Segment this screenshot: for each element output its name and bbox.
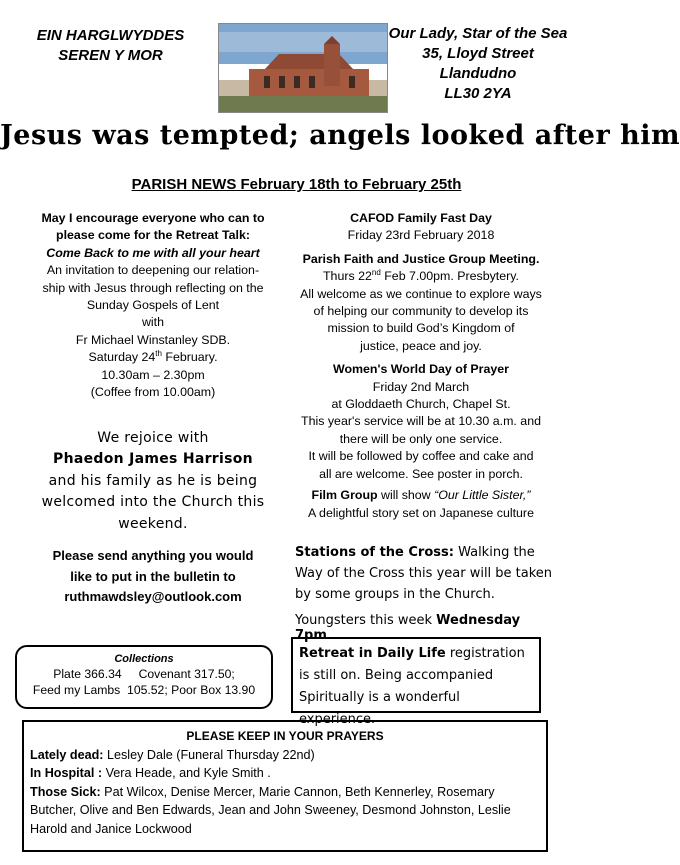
church-photo [218,23,388,113]
retreat-daily-label: Retreat in Daily Life [299,646,446,661]
hospital-text: Vera Heade, and Kyle Smith . [102,766,271,781]
womens-day-line1: Friday 2nd March [372,379,470,394]
cafod-title: CAFOD Family Fast Day [350,211,492,225]
rejoice-line4: welcomed into the Church this [41,494,265,511]
faith-justice-line5: justice, peace and joy. [360,338,482,353]
cafod-date: Friday 23rd February 2018 [347,228,495,243]
retreat-date-a: Saturday 24 [88,350,156,365]
collections-line1: Plate 366.34 Covenant 317.50; [53,667,235,681]
welsh-name-line2: SEREN Y MOR [58,47,163,64]
faith-justice-when-sup: nd [371,268,381,278]
church-welsh-name [18,26,203,66]
sick-text: Pat Wilcox, Denise Mercer, Marie Cannon, Beth Kennerley, Rosemary Butcher, Olive and Ben Edwards, Jean and John Sweeney, Desmond Johnston, Leslie Harold and Janice Lockwood [30,784,511,836]
film-group-label: Film Group [311,488,378,503]
stations-label: Stations of the Cross: [295,545,454,560]
send-line1: Please send anything you would [52,548,254,563]
rejoice-notice [20,428,286,535]
film-title: “Our Little Sister,” [434,488,531,503]
retreat-line7: with [141,315,165,330]
rejoice-line5: weekend. [118,515,188,532]
right-column-notices [291,210,551,522]
faith-justice-line3: of helping our community to develop its [313,304,529,319]
address-line2: 35, Lloyd Street [422,45,534,62]
welsh-name-line1: EIN HARGLWYDDES [36,27,185,44]
rejoice-line1: We rejoice with [97,430,209,446]
womens-day-line2: at Gloddaeth Church, Chapel St. [331,397,511,412]
page-headline: Jesus was tempted; angels looked after him [0,120,680,151]
retreat-time: 10.30am – 2.30pm [101,367,205,382]
sick-label: Those Sick: [30,784,101,799]
womens-day-line3: This year's service will be at 10.30 a.m. and [301,414,541,429]
church-address [383,24,573,104]
film-group-line1 [291,487,551,504]
bulletin-send-notice [20,546,286,608]
retreat-date-sup: th [155,349,162,359]
lately-dead-text: Lesley Dale (Funeral Thursday 22nd) [103,747,315,762]
retreat-line4: An invitation to deepening our relation- [46,263,260,278]
collections-title: Collections [114,653,174,665]
faith-justice-when-b: Feb 7.00pm. Presbytery. [380,269,519,284]
retreat-line2: please come for the Retreat Talk: [56,228,250,243]
faith-justice-line2: All welcome as we continue to explore ways [300,286,542,301]
film-group-line2: A delightful story set on Japanese culture [308,505,534,520]
retreat-daily-text: registration is still on. Being accompanied Spiritually is a wonderful experience. [299,646,525,727]
faith-justice-title: Parish Faith and Justice Group Meeting. [302,251,540,266]
womens-day-line4: there will be only one service. [339,431,503,446]
retreat-daily-life-box [291,637,541,727]
retreat-line1: May I encourage everyone who can to [41,211,265,225]
retreat-coffee: (Coffee from 10.00am) [90,385,216,400]
retreat-speaker: Fr Michael Winstanley SDB. [75,332,231,347]
womens-day-line6: all are welcome. See poster in porch. [319,466,523,481]
retreat-line6: Sunday Gospels of Lent [86,298,220,313]
hospital-label: In Hospital : [30,766,103,781]
parish-news-heading: PARISH NEWS February 18th to February 25th [131,176,462,193]
retreat-line5: ship with Jesus through reflecting on the [42,280,264,295]
retreat-date-b: February. [161,350,218,365]
collections-line2: Feed my Lambs 105.52; Poor Box 13.90 [32,683,256,697]
rejoice-name: Phaedon James Harrison [53,451,253,468]
prayers-box [22,720,548,852]
retreat-title: Come Back to me with all your heart [46,245,260,260]
send-line2: like to put in the bulletin to [70,568,236,584]
address-line1: Our Lady, Star of the Sea [388,25,568,42]
youngsters-time: Wednesday 7pm [295,613,521,643]
stations-notice [295,542,553,605]
prayers-title: PLEASE KEEP IN YOUR PRAYERS [186,729,384,743]
faith-justice-when-a: Thurs 22 [322,269,372,284]
womens-day-line5: It will be followed by coffee and cake and [308,449,534,464]
faith-justice-when [291,268,551,285]
youngsters-text: Youngsters this week [295,613,437,628]
film-group-text: will show [377,488,435,503]
retreat-talk-notice [20,210,286,401]
womens-day-title: Women's World Day of Prayer [332,362,509,377]
prayers-hospital [30,764,540,783]
rejoice-line3: and his family as he is being [48,472,258,489]
address-line4: LL30 2YA [444,85,512,102]
retreat-date [20,349,286,366]
faith-justice-line4: mission to build God’s Kingdom of [327,321,515,336]
prayers-sick [30,783,540,839]
lately-dead-label: Lately dead: [30,747,104,762]
send-email[interactable]: ruthmawdsley@outlook.com [64,589,242,604]
address-line3: Llandudno [439,65,517,82]
prayers-lately-dead [30,746,540,765]
collections-box [15,645,273,709]
stations-text: Walking the Way of the Cross this year will be taken by some groups in the Church. [295,545,553,602]
